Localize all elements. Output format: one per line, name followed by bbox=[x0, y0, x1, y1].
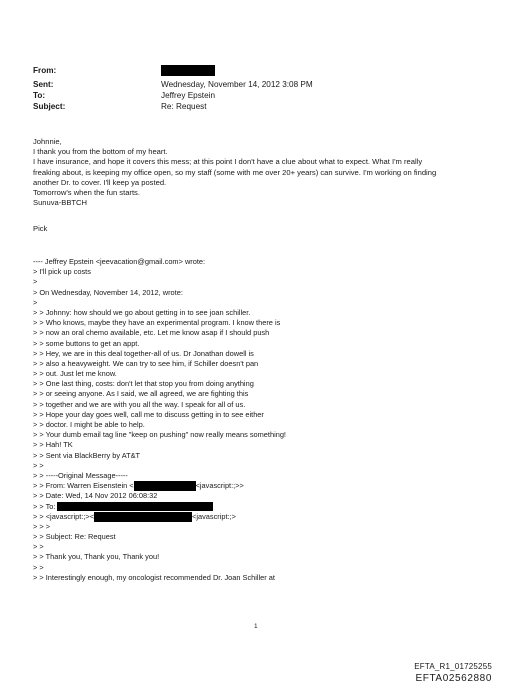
recipients-redaction bbox=[57, 502, 213, 511]
quoted-line: > > doctor. I might be able to help. bbox=[33, 420, 145, 429]
signature-text: Pick bbox=[33, 224, 48, 233]
quoted-line: > bbox=[33, 297, 38, 307]
from-label: From: bbox=[33, 66, 57, 75]
quoted-line: ---- Jeffrey Epstein <jeevacation@gmail.com> wrote: bbox=[33, 257, 206, 266]
to-value: Jeffrey Epstein bbox=[161, 91, 216, 100]
quoted-line: > > Johnny: how should we go about getting in to see joan schiller. bbox=[33, 307, 251, 317]
sent-label: Sent: bbox=[33, 80, 54, 89]
quoted-line: > > bbox=[33, 562, 44, 572]
quoted-from-prefix: > > From: Warren Eisenstein < bbox=[33, 481, 134, 491]
quoted-line: > > One last thing, costs: don't let that stop you from doing anything bbox=[33, 379, 254, 389]
body-line: I thank you from the bottom of my heart. bbox=[33, 147, 168, 157]
email-redaction bbox=[134, 481, 196, 491]
quoted-line: > > > bbox=[33, 521, 51, 531]
quoted-line: > > Hah! TK bbox=[33, 440, 73, 450]
from-redaction bbox=[161, 65, 215, 76]
quoted-thread bbox=[33, 257, 493, 583]
quoted-line: > > also a heavyweight. We can try to see him, if Schiller doesn't pan bbox=[33, 358, 259, 368]
quoted-line: > > Sent via BlackBerry by AT&T bbox=[33, 450, 141, 460]
quoted-line: > > bbox=[33, 460, 44, 470]
sent-value: Wednesday, November 14, 2012 3:08 PM bbox=[161, 80, 313, 89]
to-label: To: bbox=[33, 91, 46, 100]
subject-value: Re: Request bbox=[161, 102, 207, 111]
body-line: another Dr. to cover. I'll keep ya posted. bbox=[33, 177, 167, 187]
quoted-js-line bbox=[33, 512, 493, 522]
quoted-line: > > Who knows, maybe they have an experimental program. I know there is bbox=[33, 318, 281, 328]
quoted-line: > > out. Just let me know. bbox=[33, 369, 117, 379]
message-body bbox=[33, 137, 493, 208]
bates-number-1: EFTA_R1_01725255 bbox=[414, 662, 492, 671]
quoted-from-suffix: <javascript:;>> bbox=[195, 481, 244, 491]
quoted-line: > > Hope your day goes well, call me to discuss getting in to see either bbox=[33, 409, 264, 419]
quoted-line: > > Your dumb email tag line "keep on pushing" now really means something! bbox=[33, 430, 286, 440]
quoted-line: > > now an oral chemo available, etc. Let me know asap if I should push bbox=[33, 328, 270, 338]
quoted-to-line bbox=[33, 502, 493, 512]
body-line: I have insurance, and hope it covers this mess; at this point I don't have a clue about what to expect. What I'm really bbox=[33, 157, 423, 167]
quoted-line: > On Wednesday, November 14, 2012, wrote: bbox=[33, 287, 183, 297]
body-line: freaking about, is keeping my office open, so my staff (some with me over 20+ years) can survive. I'm working on finding bbox=[33, 167, 437, 177]
body-line: Tomorrow's when the fun starts. bbox=[33, 187, 140, 197]
quoted-line: > > bbox=[33, 542, 44, 552]
quoted-to-label: > > To: bbox=[33, 501, 56, 511]
signature bbox=[33, 224, 493, 234]
quoted-js-suffix: <javascript:;> bbox=[192, 511, 236, 521]
quoted-line: > > Hey, we are in this deal together-all of us. Dr Jonathan dowell is bbox=[33, 348, 254, 358]
quoted-line: > > Interestingly enough, my oncologist recommended Dr. Joan Schiller at bbox=[33, 572, 275, 582]
quoted-line: > I'll pick up costs bbox=[33, 267, 91, 277]
quoted-line: > > some buttons to get an appt. bbox=[33, 338, 140, 348]
body-line: Johnnie, bbox=[33, 137, 62, 146]
quoted-line: > > or seeing anyone. As I said, we all agreed, we are fighting this bbox=[33, 389, 249, 399]
quoted-line: > > together and we are with you all the way. I speak for all of us. bbox=[33, 399, 246, 409]
quoted-js-prefix: > > <javascript:;>< bbox=[33, 511, 95, 521]
email-redaction bbox=[94, 512, 192, 522]
quoted-line: > > Date: Wed, 14 Nov 2012 06:08:32 bbox=[33, 491, 158, 501]
quoted-line: > > Subject: Re: Request bbox=[33, 532, 116, 542]
bates-number-2: EFTA02562880 bbox=[415, 673, 492, 684]
subject-label: Subject: bbox=[33, 102, 66, 111]
body-line: Sunuva-BBTCH bbox=[33, 198, 88, 208]
page-number: 1 bbox=[254, 623, 258, 630]
quoted-line: > > Thank you, Thank you, Thank you! bbox=[33, 552, 160, 562]
quoted-from-line bbox=[33, 481, 493, 491]
quoted-line: > > -----Original Message----- bbox=[33, 470, 128, 480]
quoted-line: > bbox=[33, 277, 38, 287]
